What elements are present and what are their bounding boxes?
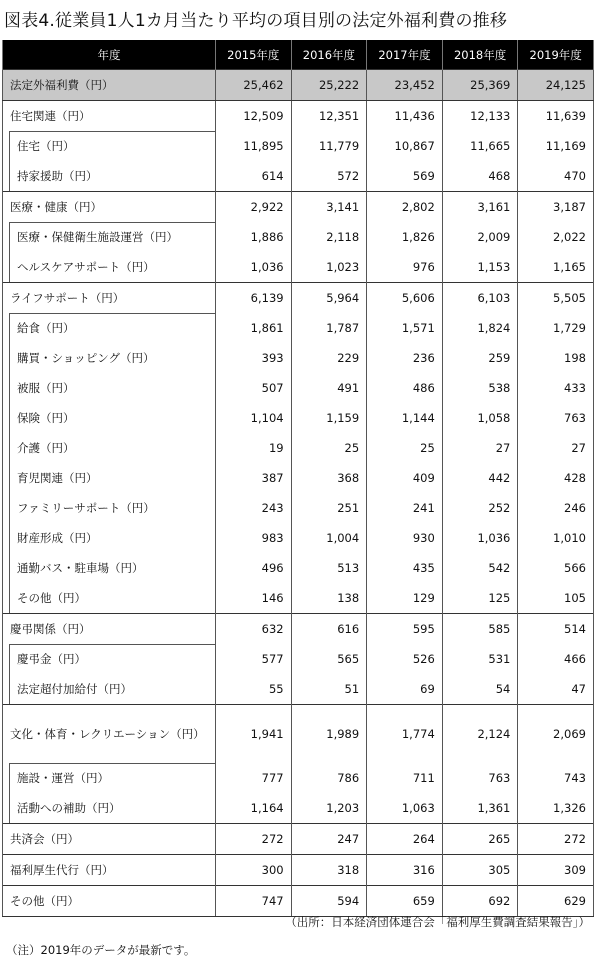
row-label: 持家援助（円）: [3, 161, 216, 192]
row-label: その他（円）: [3, 886, 216, 917]
value-cell: 393: [216, 343, 292, 373]
row-label: 施設・運営（円）: [3, 763, 216, 793]
table-row: [3, 855, 594, 886]
value-cell: 514: [518, 614, 594, 645]
table-row: [3, 101, 594, 132]
row-label: 通勤バス・駐車場（円）: [3, 553, 216, 583]
table-row: [3, 763, 594, 793]
value-cell: 1,164: [216, 793, 292, 824]
value-cell: 569: [367, 161, 443, 192]
value-cell: 763: [518, 403, 594, 433]
value-cell: 1,326: [518, 793, 594, 824]
row-label: 保険（円）: [3, 403, 216, 433]
value-cell: 585: [442, 614, 518, 645]
value-cell: 387: [216, 463, 292, 493]
table-row: [3, 553, 594, 583]
value-cell: 252: [442, 493, 518, 523]
value-cell: 507: [216, 373, 292, 403]
value-cell: 25,369: [442, 70, 518, 101]
row-label: 慶弔金（円）: [3, 644, 216, 674]
value-cell: 1,144: [367, 403, 443, 433]
table-row: [3, 886, 594, 917]
value-cell: 125: [442, 583, 518, 614]
value-cell: 236: [367, 343, 443, 373]
header-cell-2016: 2016年度: [291, 40, 367, 70]
value-cell: 526: [367, 644, 443, 674]
table-row: [3, 313, 594, 343]
table-row: [3, 644, 594, 674]
value-cell: 572: [291, 161, 367, 192]
row-label: 文化・体育・レクリエーション（円）: [3, 705, 216, 764]
table-row: [3, 343, 594, 373]
value-cell: 129: [367, 583, 443, 614]
value-cell: 11,169: [518, 131, 594, 161]
value-cell: 272: [216, 824, 292, 855]
table-row: [3, 705, 594, 764]
table-row: [3, 433, 594, 463]
table-row: [3, 283, 594, 314]
row-label: その他（円）: [3, 583, 216, 614]
value-cell: 3,161: [442, 192, 518, 223]
table-row: [3, 493, 594, 523]
value-cell: 12,351: [291, 101, 367, 132]
row-label: 介護（円）: [3, 433, 216, 463]
value-cell: 1,036: [442, 523, 518, 553]
row-label: 住宅（円）: [3, 131, 216, 161]
value-cell: 470: [518, 161, 594, 192]
value-cell: 1,787: [291, 313, 367, 343]
row-label: 財産形成（円）: [3, 523, 216, 553]
value-cell: 318: [291, 855, 367, 886]
value-cell: 11,779: [291, 131, 367, 161]
value-cell: 146: [216, 583, 292, 614]
value-cell: 19: [216, 433, 292, 463]
value-cell: 747: [216, 886, 292, 917]
row-label: 購買・ショッピング（円）: [3, 343, 216, 373]
value-cell: 1,826: [367, 222, 443, 252]
value-cell: 692: [442, 886, 518, 917]
table-row: [3, 131, 594, 161]
value-cell: 27: [442, 433, 518, 463]
table-row: [3, 824, 594, 855]
value-cell: 247: [291, 824, 367, 855]
value-cell: 930: [367, 523, 443, 553]
value-cell: 1,004: [291, 523, 367, 553]
value-cell: 565: [291, 644, 367, 674]
value-cell: 1,729: [518, 313, 594, 343]
row-label: 医療・健康（円）: [3, 192, 216, 223]
table-row: [3, 463, 594, 493]
table-row: [3, 614, 594, 645]
value-cell: 5,505: [518, 283, 594, 314]
value-cell: 6,103: [442, 283, 518, 314]
row-label: 活動への補助（円）: [3, 793, 216, 824]
row-label: 給食（円）: [3, 313, 216, 343]
value-cell: 595: [367, 614, 443, 645]
value-cell: 1,104: [216, 403, 292, 433]
value-cell: 23,452: [367, 70, 443, 101]
value-cell: 1,886: [216, 222, 292, 252]
value-cell: 496: [216, 553, 292, 583]
value-cell: 243: [216, 493, 292, 523]
table-row: [3, 161, 594, 192]
value-cell: 577: [216, 644, 292, 674]
value-cell: 1,159: [291, 403, 367, 433]
value-cell: 12,509: [216, 101, 292, 132]
value-cell: 1,203: [291, 793, 367, 824]
row-label: 共済会（円）: [3, 824, 216, 855]
figure-title: 図表4.従業員1人1カ月当たり平均の項目別の法定外福利費の推移: [4, 11, 508, 31]
value-cell: 11,436: [367, 101, 443, 132]
footnote: （注）2019年のデータが最新です。: [6, 943, 196, 957]
value-cell: 5,606: [367, 283, 443, 314]
row-label: 住宅関連（円）: [3, 101, 216, 132]
value-cell: 1,989: [291, 705, 367, 764]
value-cell: 25: [367, 433, 443, 463]
value-cell: 542: [442, 553, 518, 583]
value-cell: 5,964: [291, 283, 367, 314]
row-label: 法定外福利費（円）: [3, 70, 216, 101]
value-cell: 1,861: [216, 313, 292, 343]
value-cell: 614: [216, 161, 292, 192]
header-cell-year: 年度: [3, 40, 216, 70]
value-cell: 1,774: [367, 705, 443, 764]
value-cell: 428: [518, 463, 594, 493]
value-cell: 983: [216, 523, 292, 553]
value-cell: 265: [442, 824, 518, 855]
value-cell: 2,802: [367, 192, 443, 223]
table-row: [3, 252, 594, 283]
row-label: ファミリーサポート（円）: [3, 493, 216, 523]
value-cell: 2,922: [216, 192, 292, 223]
value-cell: 305: [442, 855, 518, 886]
value-cell: 2,009: [442, 222, 518, 252]
value-cell: 300: [216, 855, 292, 886]
value-cell: 442: [442, 463, 518, 493]
value-cell: 272: [518, 824, 594, 855]
value-cell: 433: [518, 373, 594, 403]
value-cell: 466: [518, 644, 594, 674]
value-cell: 659: [367, 886, 443, 917]
value-cell: 2,124: [442, 705, 518, 764]
value-cell: 55: [216, 674, 292, 705]
value-cell: 1,153: [442, 252, 518, 283]
table-row: [3, 583, 594, 614]
header-cell-2019: 2019年度: [518, 40, 594, 70]
value-cell: 198: [518, 343, 594, 373]
value-cell: 763: [442, 763, 518, 793]
row-label: 福利厚生代行（円）: [3, 855, 216, 886]
table-row: [3, 674, 594, 705]
value-cell: 251: [291, 493, 367, 523]
value-cell: 1,058: [442, 403, 518, 433]
value-cell: 25: [291, 433, 367, 463]
value-cell: 468: [442, 161, 518, 192]
value-cell: 2,022: [518, 222, 594, 252]
row-label: ライフサポート（円）: [3, 283, 216, 314]
value-cell: 409: [367, 463, 443, 493]
value-cell: 491: [291, 373, 367, 403]
table-row: [3, 373, 594, 403]
value-cell: 743: [518, 763, 594, 793]
value-cell: 11,639: [518, 101, 594, 132]
table-row: [3, 70, 594, 101]
value-cell: 229: [291, 343, 367, 373]
value-cell: 309: [518, 855, 594, 886]
value-cell: 777: [216, 763, 292, 793]
value-cell: 241: [367, 493, 443, 523]
value-cell: 435: [367, 553, 443, 583]
header-cell-2018: 2018年度: [442, 40, 518, 70]
table-row: [3, 793, 594, 824]
value-cell: 1,824: [442, 313, 518, 343]
value-cell: 54: [442, 674, 518, 705]
value-cell: 1,361: [442, 793, 518, 824]
value-cell: 1,063: [367, 793, 443, 824]
value-cell: 629: [518, 886, 594, 917]
value-cell: 1,941: [216, 705, 292, 764]
header-cell-2015: 2015年度: [216, 40, 292, 70]
source-note: （出所：日本経済団体連合会「福利厚生費調査結果報告」）: [285, 915, 590, 929]
value-cell: 594: [291, 886, 367, 917]
value-cell: 1,165: [518, 252, 594, 283]
row-label: 育児関連（円）: [3, 463, 216, 493]
value-cell: 976: [367, 252, 443, 283]
value-cell: 25,222: [291, 70, 367, 101]
value-cell: 105: [518, 583, 594, 614]
value-cell: 566: [518, 553, 594, 583]
row-label: 被服（円）: [3, 373, 216, 403]
header-row: [3, 40, 594, 70]
value-cell: 1,036: [216, 252, 292, 283]
value-cell: 1,571: [367, 313, 443, 343]
value-cell: 513: [291, 553, 367, 583]
value-cell: 264: [367, 824, 443, 855]
header-cell-2017: 2017年度: [367, 40, 443, 70]
value-cell: 69: [367, 674, 443, 705]
value-cell: 11,665: [442, 131, 518, 161]
row-label: 法定超付加給付（円）: [3, 674, 216, 705]
value-cell: 711: [367, 763, 443, 793]
value-cell: 786: [291, 763, 367, 793]
value-cell: 531: [442, 644, 518, 674]
value-cell: 616: [291, 614, 367, 645]
row-label: 医療・保健衛生施設運営（円）: [3, 222, 216, 252]
value-cell: 11,895: [216, 131, 292, 161]
value-cell: 316: [367, 855, 443, 886]
table-row: [3, 403, 594, 433]
value-cell: 25,462: [216, 70, 292, 101]
value-cell: 3,141: [291, 192, 367, 223]
row-label: ヘルスケアサポート（円）: [3, 252, 216, 283]
value-cell: 12,133: [442, 101, 518, 132]
table-body: [3, 70, 594, 917]
value-cell: 6,139: [216, 283, 292, 314]
value-cell: 368: [291, 463, 367, 493]
table-row: [3, 192, 594, 223]
value-cell: 246: [518, 493, 594, 523]
value-cell: 51: [291, 674, 367, 705]
value-cell: 27: [518, 433, 594, 463]
table-row: [3, 523, 594, 553]
value-cell: 1,023: [291, 252, 367, 283]
value-cell: 24,125: [518, 70, 594, 101]
value-cell: 632: [216, 614, 292, 645]
data-table: [2, 40, 594, 917]
value-cell: 3,187: [518, 192, 594, 223]
value-cell: 1,010: [518, 523, 594, 553]
value-cell: 10,867: [367, 131, 443, 161]
row-label: 慶弔関係（円）: [3, 614, 216, 645]
value-cell: 486: [367, 373, 443, 403]
value-cell: 538: [442, 373, 518, 403]
value-cell: 2,069: [518, 705, 594, 764]
value-cell: 138: [291, 583, 367, 614]
value-cell: 259: [442, 343, 518, 373]
value-cell: 2,118: [291, 222, 367, 252]
value-cell: 47: [518, 674, 594, 705]
table-row: [3, 222, 594, 252]
